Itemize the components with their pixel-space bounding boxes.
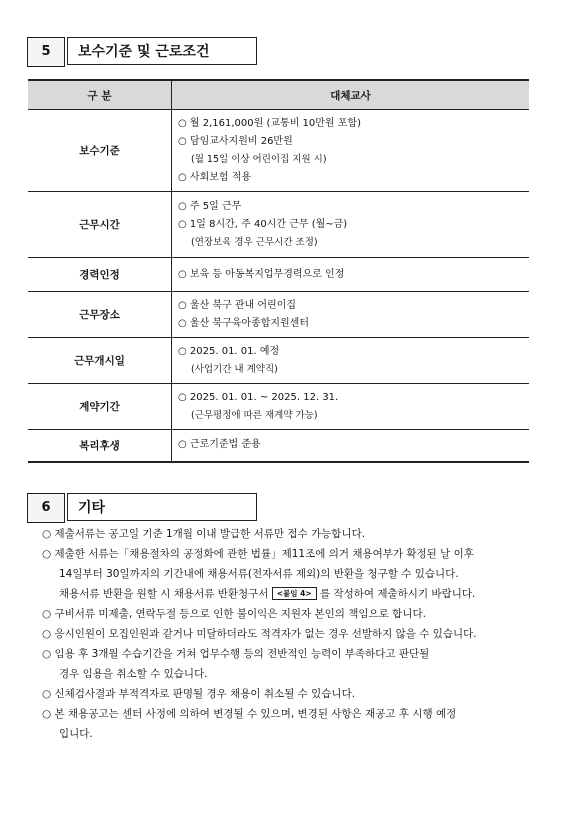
note-item: ○ 신체검사결과 부적격자로 판명될 경우 채용이 취소될 수 있습니다. bbox=[42, 688, 356, 700]
row-label: 근무장소 bbox=[28, 292, 172, 338]
row-value bbox=[172, 292, 530, 338]
working-conditions-table bbox=[28, 79, 529, 463]
row-value bbox=[172, 258, 530, 292]
attachment-tag: <붙임 4> bbox=[272, 587, 317, 600]
row-label: 복리후생 bbox=[28, 430, 172, 462]
value-line: ○ 울산 북구 관내 어린이집 bbox=[178, 299, 297, 311]
value-line: ○ 담임교사지원비 26만원 bbox=[178, 135, 293, 147]
value-line: ○ 2025. 01. 01. ~ 2025. 12. 31. bbox=[178, 391, 339, 403]
row-value bbox=[172, 430, 530, 462]
note-item: ○ 제출서류는 공고일 기준 1개월 이내 발급한 서류만 접수 가능합니다. bbox=[42, 528, 366, 540]
row-value bbox=[172, 192, 530, 258]
value-note: (근무평정에 따른 재계약 가능) bbox=[191, 409, 318, 421]
note-continuation: 14일부터 30일까지의 기간내에 채용서류(전자서류 제외)의 반환을 청구할 수 있습니다. bbox=[59, 568, 459, 580]
row-label: 계약기간 bbox=[28, 384, 172, 430]
value-line: ○ 2025. 01. 01. 예정 bbox=[178, 345, 280, 357]
row-value bbox=[172, 338, 530, 384]
column-header-category: 구 분 bbox=[28, 80, 172, 110]
note-item: ○ 구비서류 미제출, 연락두절 등으로 인한 불이익은 지원자 본인의 책임으로 합니다. bbox=[42, 608, 426, 620]
note-text: 를 작성하여 제출하시기 바랍니다. bbox=[319, 588, 476, 600]
row-value bbox=[172, 384, 530, 430]
value-note: (월 15일 이상 어린이집 지원 시) bbox=[191, 153, 327, 165]
table-row bbox=[28, 384, 529, 430]
table-header-row bbox=[28, 80, 529, 110]
column-header-substitute-teacher: 대체교사 bbox=[172, 80, 530, 110]
note-item: ○ 응시인원이 모집인원과 같거나 미달하더라도 적격자가 없는 경우 선발하지 않을 수 있습니다. bbox=[42, 628, 477, 640]
value-line: ○ 주 5일 근무 bbox=[178, 200, 242, 212]
value-line: ○ 사회보험 적용 bbox=[178, 171, 252, 183]
miscellaneous-notes bbox=[42, 524, 542, 744]
row-label: 보수기준 bbox=[28, 110, 172, 192]
note-item: ○ 본 채용공고는 센터 사정에 의하여 변경될 수 있으며, 변경된 사항은 재공고 후 시행 예정 bbox=[42, 708, 457, 720]
row-label: 근무개시일 bbox=[28, 338, 172, 384]
value-line: ○ 월 2,161,000원 (교통비 10만원 포함) bbox=[178, 117, 361, 129]
section-number: 5 bbox=[27, 37, 65, 67]
value-line: ○ 근로기준법 준용 bbox=[178, 439, 261, 451]
note-item: ○ 제출한 서류는「채용절차의 공정화에 관한 법률」제11조에 의거 채용여부가 확정된 날 이후 bbox=[42, 548, 474, 560]
value-note: (사업기간 내 계약직) bbox=[191, 363, 278, 375]
row-value bbox=[172, 110, 530, 192]
section-title: 기타 bbox=[67, 493, 257, 521]
value-line: ○ 1일 8시간, 주 40시간 근무 (월~금) bbox=[178, 218, 348, 230]
section-title: 보수기준 및 근로조건 bbox=[67, 37, 257, 65]
row-label: 근무시간 bbox=[28, 192, 172, 258]
note-continuation: 입니다. bbox=[59, 728, 93, 740]
table-row bbox=[28, 258, 529, 292]
note-item: ○ 임용 후 3개월 수습기간을 거쳐 업무수행 등의 전반적인 능력이 부족하다고 판단될 bbox=[42, 648, 430, 660]
section-number: 6 bbox=[27, 493, 65, 523]
note-text: 채용서류 반환을 원할 시 채용서류 반환청구서 bbox=[59, 588, 269, 600]
value-line: ○ 울산 북구육아종합지원센터 bbox=[178, 317, 310, 329]
table-row bbox=[28, 110, 529, 192]
note-continuation bbox=[42, 584, 542, 604]
table-row bbox=[28, 192, 529, 258]
row-label: 경력인정 bbox=[28, 258, 172, 292]
table-row bbox=[28, 338, 529, 384]
table-row bbox=[28, 292, 529, 338]
value-note: (연장보육 경우 근무시간 조정) bbox=[191, 236, 318, 248]
note-continuation: 경우 임용을 취소할 수 있습니다. bbox=[59, 668, 208, 680]
table-row bbox=[28, 430, 529, 462]
value-line: ○ 보육 등 아동복지업무경력으로 인정 bbox=[178, 268, 345, 280]
